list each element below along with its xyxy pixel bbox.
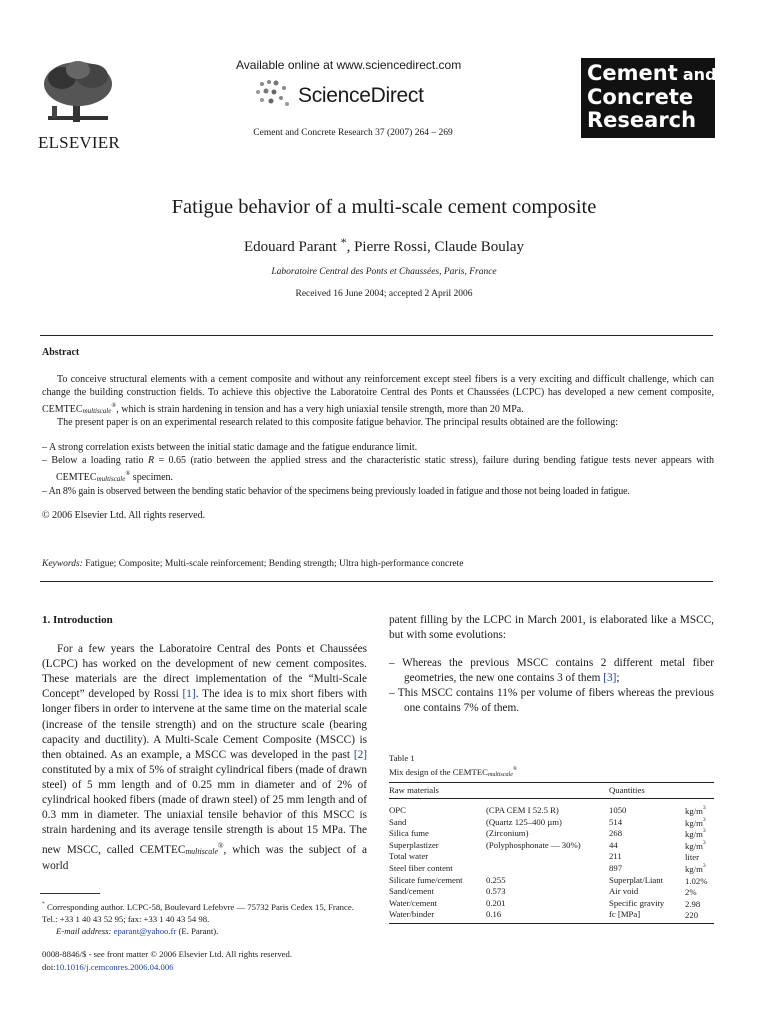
table-cell: Sand/cement — [389, 886, 434, 897]
table-cell: 220 — [685, 910, 699, 921]
table-cell: Steel fiber content — [389, 862, 453, 873]
table-cell: Silicate fume/cement — [389, 874, 463, 885]
column-header-quantities: Quantities — [609, 785, 645, 795]
table-cell: OPC — [389, 805, 406, 815]
table-cell: Sand — [389, 816, 407, 827]
table-cell: 0.573 — [486, 886, 506, 897]
abstract-results-list — [42, 442, 714, 498]
keywords: Keywords: Fatigue; Composite; Multi-scale reinforcement; Bending strength; Ultra high-performance concrete — [42, 559, 464, 569]
table-cell: $kg/m^3$ — [685, 805, 706, 816]
table-row — [389, 873, 714, 885]
abstract-body — [42, 374, 714, 523]
table-row — [389, 849, 714, 861]
doi-link[interactable]: 10.1016/j.cemconres.2006.04.006 — [55, 961, 174, 972]
affiliation: Laboratoire Central des Ponts et Chaussées, Paris, France — [271, 267, 497, 277]
table-cell: 2% — [685, 887, 697, 898]
table-cell: fc [MPa] — [609, 909, 641, 920]
table-cell: $kg/m^3$ — [685, 828, 706, 840]
list-item: – A strong correlation exists between the initial static damage and the fatigue endurance limit. — [42, 442, 418, 454]
table-row — [389, 826, 714, 838]
abstract-paragraph-1: To conceive structural elements with a cement composite and without any reinforcement except steel fibers is a very exciting and difficult challenge, which can change the building construction fields. To achieve this objective the Laboratoire Central des Ponts et Chaussées (LCPC) has developed a new cement composite, $CEMTEC_{multiscale}®$, which is strain hardening in tension and has a very high uniaxial tensile strength, more than 20 MPa. — [42, 374, 714, 415]
table-cell: Water/cement — [389, 897, 438, 908]
table-cell: Water/binder — [389, 909, 435, 920]
table-cell: $kg/m^3$ — [685, 816, 706, 828]
abstract-heading: Abstract — [42, 347, 80, 358]
journal-reference: Cement and Concrete Research 37 (2007) 264 – 269 — [253, 128, 453, 138]
table-cell: 514 — [609, 816, 623, 827]
table-cell: Silica fume — [389, 828, 429, 839]
table-row — [389, 861, 714, 873]
abstract-paragraph-2: The present paper is on an experimental research related to this composite fatigue behavior. The principal results obtained are the following: — [57, 417, 619, 429]
table-cell: 0.201 — [486, 897, 506, 908]
copyright-notice: © 2006 Elsevier Ltd. All rights reserved. — [42, 510, 206, 522]
author-email-link[interactable]: eparant@yahoo.fr — [113, 926, 177, 937]
table-cell: liter — [685, 852, 699, 863]
reference-link-1[interactable]: [1] — [182, 688, 196, 701]
table-cell: 1050 — [609, 805, 627, 815]
list-item: – This MSCC contains 11% per volume of fibers whereas the previous one contains 7% of them. — [389, 687, 714, 715]
introduction-paragraph: For a few years the Laboratoire Central des Ponts et Chaussées (LCPC) has worked on the development of new cement composites. These materials are the direct implementation of the “Multi-Scale Concept” developed by Rossi [1]. The idea is to mix short fibers with longer fibers in order to intervene at the same time on the material scale (increase of the tensile strength) and on the structure scale (bearing capacity and ductility). A Multi-Scale Cement Composite (MSCC) is then obtained. As an example, a MSCC was developed in the past [2] constituted by a mix of 5% of straight cylindrical fibers (made of drawn steel) of 5 mm length and of 0.25 mm in diameter and of 2% of cylindrical hooked fibers (made of drawn steel) of 25 mm length and of 0.3 mm in diameter. The uniaxial tensile behavior of this MSCC is strain hardening and its average tensile strength is about 15 MPa. The new MSCC, called $CEMTEC_{multiscale}®$, which was the subject of a world — [42, 643, 368, 873]
section-heading-introduction: 1. Introduction — [42, 614, 113, 626]
footer-legal — [42, 948, 372, 973]
doi-line: doi:10.1016/j.cemconres.2006.04.006 — [42, 961, 174, 972]
sciencedirect-logo-text: ScienceDirect — [298, 84, 424, 107]
table-cell: 268 — [609, 828, 623, 839]
list-item: – An 8% gain is observed between the bending static behavior of the specimens being previously loaded in fatigue and those not being loaded in fatigue. — [42, 485, 630, 497]
table-cell: 211 — [609, 851, 622, 862]
publisher-name: ELSEVIER — [38, 133, 120, 152]
table-cell: Specific gravity — [609, 897, 665, 908]
table-header-row — [389, 783, 714, 798]
article-authors: Edouard Parant *, Pierre Rossi, Claude Boulay — [243, 235, 525, 255]
article-title: Fatigue behavior of a multi-scale cement composite — [171, 196, 597, 218]
divider-top — [40, 335, 713, 336]
list-item: – Whereas the previous MSCC contains 2 different metal fiber geometries, the new one contains 3 of them [3]; — [389, 657, 714, 685]
reference-link-2[interactable]: [2] — [353, 748, 367, 761]
corresponding-author-footnote: * Corresponding author. LCPC-58, Boulevard Lefebvre — 75732 Paris Cedex 15, France. Tel.: +33 1 40 43 52 95; fax: +33 1 40 43 54 98. E-mail address: eparant@yahoo.fr (E. Parant). — [42, 901, 354, 937]
table-cell: (CPA CEM I 52.5 R) — [486, 805, 559, 815]
table-row — [389, 838, 714, 850]
introduction-paragraph-continued: patent filling by the LCPC in March 2001, is elaborated like a MSCC, but with some evolutions: — [389, 614, 714, 642]
reference-link-3[interactable]: [3] — [603, 672, 617, 685]
table-row — [389, 907, 714, 919]
table-cell: Superplastizer — [389, 839, 439, 850]
table-cell: (Polyphosphonate — 30%) — [486, 839, 581, 850]
list-item: – Below a loading ratio R = 0.65 (ratio between the applied stress and the characteristic static stress), failure during bending fatigue tests never appears with $CEMTEC_{multiscale}®$ specimen. — [42, 454, 715, 483]
corresponding-author-marker[interactable]: * — [340, 235, 347, 249]
table-row — [389, 803, 714, 815]
table-cell: Air void — [609, 886, 639, 897]
table-cell: 2.98 — [685, 898, 701, 909]
introduction-left-column — [42, 613, 367, 875]
table-cell: (Zirconium) — [486, 828, 529, 839]
table-cell: Superplat/Liant — [609, 874, 664, 885]
journal-logo: Cement and Concrete Research — [581, 58, 715, 138]
table-cell: 1.02% — [685, 875, 708, 886]
table-row — [389, 884, 714, 896]
footnote-rule — [40, 893, 100, 894]
introduction-right-column — [389, 613, 714, 717]
table-cell: $kg/m^3$ — [685, 839, 706, 851]
sciencedirect-dots-icon — [254, 78, 294, 110]
table-label: Table 1 — [389, 753, 415, 763]
table-cell: 0.255 — [486, 874, 506, 885]
evolutions-list — [389, 656, 714, 716]
table-row — [389, 896, 714, 908]
elsevier-tree-icon — [40, 58, 116, 126]
mix-design-table — [389, 782, 714, 924]
divider-bottom — [40, 581, 713, 582]
available-online-text[interactable]: Available online at www.sciencedirect.com — [236, 58, 462, 72]
table-caption: Mix design of the $CEMTEC_{multiscale}®$ — [389, 766, 518, 778]
issn-line: 0008-8846/$ - see front matter © 2006 Elsevier Ltd. All rights reserved. — [42, 949, 293, 959]
table-cell: (Quartz 125–400 µm) — [486, 816, 562, 827]
table-body — [389, 799, 714, 923]
table-cell: 0.16 — [486, 909, 502, 920]
column-header-raw-materials: Raw materials — [389, 785, 439, 795]
received-dates: Received 16 June 2004; accepted 2 April 2006 — [295, 289, 473, 299]
table-row — [389, 815, 714, 827]
table-cell: 44 — [609, 839, 618, 850]
table-rule — [389, 923, 714, 924]
table-cell: 897 — [609, 862, 623, 873]
table-cell: $kg/m^3$ — [685, 862, 706, 874]
table-cell: Total water — [389, 851, 429, 862]
